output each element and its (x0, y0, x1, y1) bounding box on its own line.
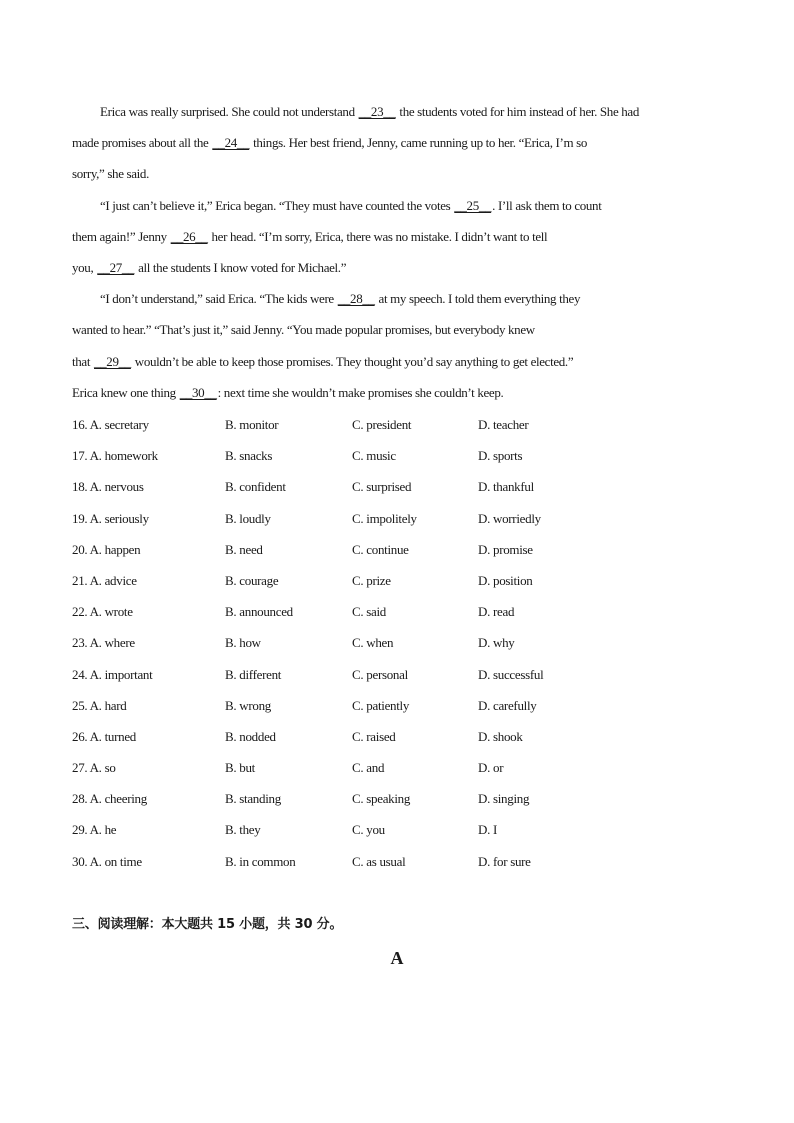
option-d: D. for sure (478, 853, 531, 869)
question-number-and-option-a (72, 846, 142, 877)
option-d: D. shook (478, 728, 523, 744)
passage-line (72, 158, 724, 189)
answer-blank: __25__ (454, 197, 492, 213)
option-b: B. need (225, 541, 263, 557)
passage-text: “I don’t understand,” said Erica. “The kids were (100, 291, 337, 307)
option-c: C. and (352, 760, 385, 776)
option-d: D. position (478, 572, 533, 588)
option-b: B. standing (225, 791, 281, 807)
option-a: A. seriously (89, 510, 149, 526)
option-a: A. advice (89, 572, 137, 588)
answer-blank: __27__ (97, 259, 135, 275)
passage-line (72, 283, 724, 314)
option-b: B. monitor (225, 417, 279, 432)
option-a: A. he (89, 822, 117, 838)
answer-blank: __30__ (179, 384, 217, 400)
option-d: D. teacher (478, 417, 529, 432)
question-number: 27. (72, 760, 88, 776)
passage-text: her head. “I’m sorry, Erica, there was no mistake. I didn’t want to tell (208, 228, 548, 244)
option-d: D. or (478, 760, 504, 776)
option-d: D. promise (478, 541, 533, 557)
passage-line (72, 96, 724, 127)
question-number: 25. (72, 697, 88, 713)
passage-line (72, 314, 724, 345)
option-a: A. where (89, 635, 135, 651)
option-a: A. secretary (89, 417, 149, 432)
question-number-and-option-a (72, 534, 140, 565)
option-a: A. important (89, 666, 153, 682)
question-number-and-option-a (72, 565, 137, 596)
part-label: A (390, 948, 404, 968)
option-d: D. worriedly (478, 510, 541, 526)
option-c: C. you (352, 822, 385, 838)
passage-text: them again!” Jenny (72, 228, 170, 244)
option-a: A. hard (89, 697, 127, 713)
option-c: C. president (352, 417, 412, 432)
passage-line (72, 346, 724, 377)
option-c: C. prize (352, 572, 391, 588)
option-c: C. speaking (352, 791, 411, 807)
option-a: A. nervous (89, 479, 144, 495)
option-b: B. but (225, 760, 255, 776)
answer-blank: __24__ (212, 135, 250, 151)
passage-text: wouldn’t be able to keep those promises. They thought you’d say anything to get elected.” (131, 353, 574, 369)
option-a: A. cheering (89, 791, 147, 807)
passage-line (72, 127, 724, 158)
question-number-and-option-a (72, 721, 136, 752)
option-b: B. different (225, 666, 282, 682)
option-b: B. announced (225, 604, 293, 620)
passage-text: wanted to hear.” “That’s just it,” said Jenny. “You made popular promises, but everybody knew (72, 322, 535, 338)
question-number-and-option-a (72, 596, 133, 627)
option-d: D. successful (478, 666, 544, 682)
option-b: B. nodded (225, 728, 276, 744)
passage-text: things. Her best friend, Jenny, came running up to her. “Erica, I’m so (250, 135, 587, 151)
passage-line (72, 190, 724, 221)
passage-line (72, 252, 724, 283)
option-a: A. homework (89, 448, 158, 464)
answer-blank: __26__ (170, 228, 208, 244)
answer-blank: __23__ (358, 104, 396, 119)
question-number: 16. (72, 417, 88, 432)
option-d: D. singing (478, 791, 530, 807)
question-number-and-option-a (72, 752, 116, 783)
cloze-passage (72, 96, 724, 408)
question-number: 20. (72, 541, 88, 557)
option-c: C. impolitely (352, 510, 417, 526)
question-number: 26. (72, 728, 88, 744)
option-c: C. music (352, 448, 396, 464)
section-heading: 三、阅读理解：本大题共 15 小题，共 30 分。 (72, 917, 343, 932)
option-c: C. continue (352, 541, 409, 557)
option-c: C. raised (352, 728, 396, 744)
question-number: 22. (72, 604, 88, 620)
option-d: D. why (478, 635, 515, 651)
question-number-and-option-a (72, 471, 144, 502)
option-b: B. they (225, 822, 261, 838)
option-c: C. surprised (352, 479, 412, 495)
passage-text: at my speech. I told them everything they (375, 291, 581, 307)
question-number-and-option-a (72, 783, 147, 814)
question-number-and-option-a (72, 503, 149, 534)
question-number-and-option-a (72, 627, 135, 658)
question-number: 18. (72, 479, 88, 495)
question-number: 19. (72, 510, 88, 526)
question-number-and-option-a (72, 659, 152, 690)
option-a: A. on time (89, 853, 142, 869)
option-b: B. loudly (225, 510, 271, 526)
passage-text: made promises about all the (72, 135, 212, 151)
question-number-and-option-a (72, 440, 158, 471)
passage-line (72, 221, 724, 252)
option-d: D. sports (478, 448, 523, 464)
question-number: 24. (72, 666, 88, 682)
option-c: C. patiently (352, 697, 410, 713)
question-number: 23. (72, 635, 88, 651)
question-number-and-option-a (72, 690, 126, 721)
passage-text: that (72, 353, 93, 369)
question-number: 28. (72, 791, 88, 807)
option-c: C. personal (352, 666, 408, 682)
option-b: B. in common (225, 853, 296, 869)
passage-text: Erica knew one thing (72, 384, 179, 400)
option-b: B. snacks (225, 448, 273, 464)
passage-text: all the students I know voted for Michael.” (135, 259, 347, 275)
option-a: A. turned (89, 728, 136, 744)
option-d: D. carefully (478, 697, 537, 713)
option-b: B. wrong (225, 697, 271, 713)
passage-text: . I’ll ask them to count (492, 197, 602, 213)
option-c: C. when (352, 635, 394, 651)
question-number: 29. (72, 822, 88, 838)
option-a: A. happen (89, 541, 141, 557)
passage-line (72, 377, 724, 408)
option-d: D. I (478, 822, 498, 838)
question-number-and-option-a (72, 409, 149, 440)
question-number: 21. (72, 572, 88, 588)
option-d: D. read (478, 604, 515, 620)
passage-text: sorry,” she said. (72, 166, 149, 182)
passage-text: : next time she wouldn’t make promises she couldn’t keep. (217, 384, 504, 400)
option-a: A. wrote (89, 604, 133, 620)
option-a: A. so (89, 760, 116, 776)
option-b: B. confident (225, 479, 286, 495)
option-b: B. how (225, 635, 261, 651)
answer-blank: __29__ (94, 353, 131, 369)
passage-text: you, (72, 259, 97, 275)
passage-text: the students voted for him instead of her. She had (396, 104, 639, 119)
option-c: C. as usual (352, 853, 406, 869)
passage-text: “I just can’t believe it,” Erica began. “They must have counted the votes (100, 197, 454, 213)
answer-blank: __28__ (337, 291, 375, 307)
passage-text: Erica was really surprised. She could not understand (100, 104, 358, 119)
option-d: D. thankful (478, 479, 534, 495)
question-number: 30. (72, 853, 88, 869)
question-number: 17. (72, 448, 88, 464)
option-c: C. said (352, 604, 387, 620)
question-number-and-option-a (72, 814, 116, 845)
option-b: B. courage (225, 572, 279, 588)
